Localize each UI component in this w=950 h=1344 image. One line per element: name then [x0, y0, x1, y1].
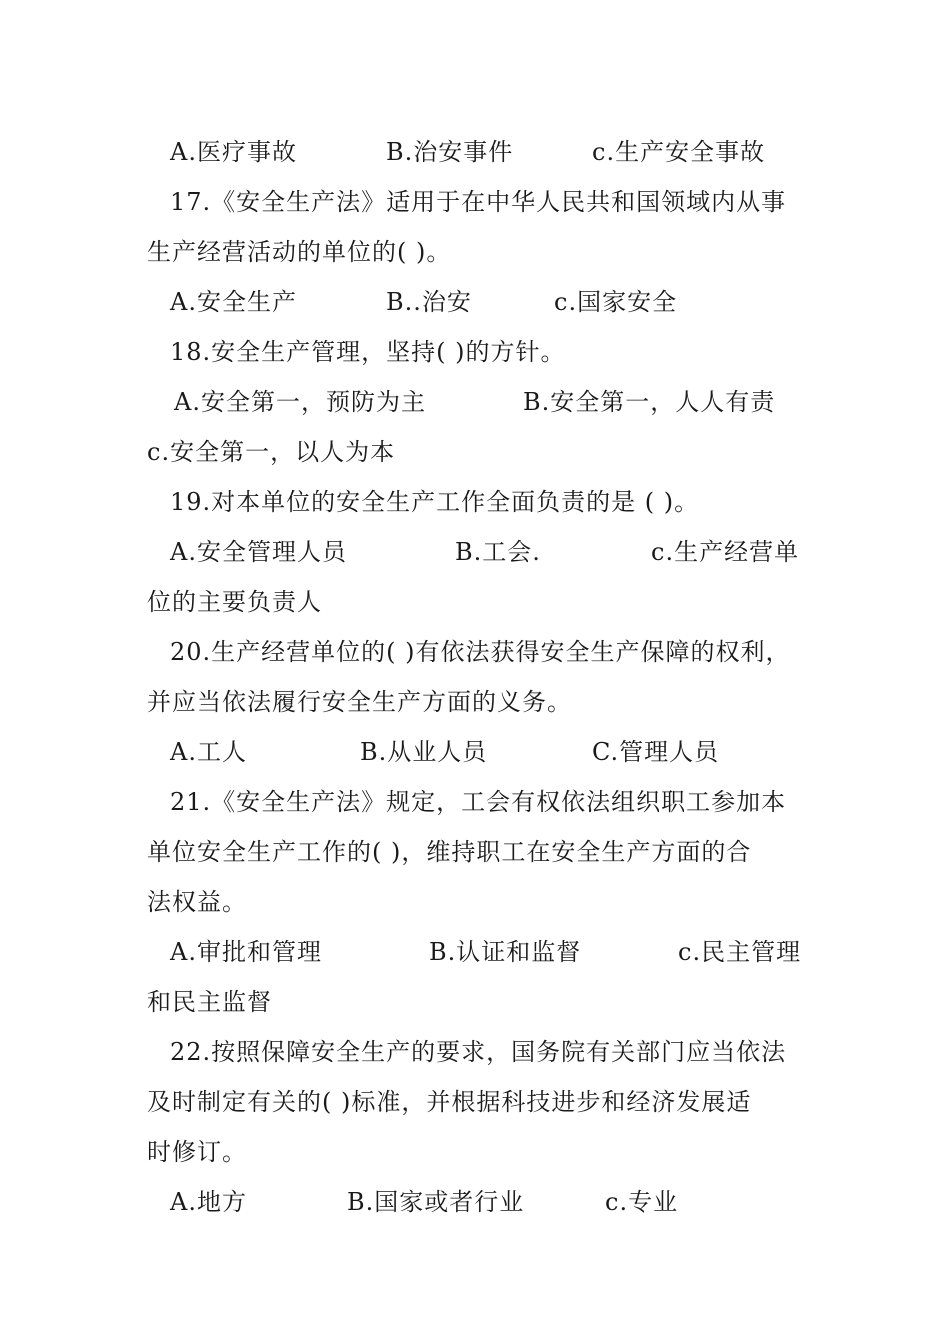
- q22-stem-line-3: 时修订。: [147, 1138, 247, 1166]
- q18-option-c: c.安全第一，以人为本: [147, 438, 396, 466]
- q17-option-b: B..治安: [386, 288, 472, 316]
- q19-option-c-continued: 位的主要负责人: [147, 588, 322, 616]
- q20-stem-line-1: 20.生产经营单位的( )有依法获得安全生产保障的权利，: [170, 638, 791, 666]
- q22-option-b: B.国家或者行业: [347, 1188, 525, 1216]
- q20-stem-line-2: 并应当依法履行安全生产方面的义务。: [147, 688, 572, 716]
- q19-option-c: c.生产经营单: [651, 538, 800, 566]
- q16-option-b: B.治安事件: [386, 138, 514, 166]
- q21-stem-line-3: 法权益。: [147, 888, 247, 916]
- q22-option-c: c.专业: [605, 1188, 679, 1216]
- q21-option-b: B.认证和监督: [429, 938, 582, 966]
- q16-option-c: c.生产安全事故: [592, 138, 766, 166]
- q21-stem-line-1: 21.《安全生产法》规定，工会有权依法组织职工参加本: [170, 788, 787, 816]
- q18-option-b: B.安全第一，人人有责: [523, 388, 776, 416]
- q22-stem-line-1: 22.按照保障安全生产的要求，国务院有关部门应当依法: [170, 1038, 787, 1066]
- q19-stem-line-1: 19.对本单位的安全生产工作全面负责的是 ( )。: [170, 488, 700, 516]
- q17-stem-line-1: 17.《安全生产法》适用于在中华人民共和国领域内从事: [170, 188, 787, 216]
- q21-stem-line-2: 单位安全生产工作的( )，维持职工在安全生产方面的合: [147, 838, 752, 866]
- q17-option-a: A.安全生产: [170, 288, 297, 316]
- q21-option-c: c.民主管理: [678, 938, 802, 966]
- q18-stem-line-1: 18.安全生产管理，坚持( )的方针。: [170, 338, 566, 366]
- q17-option-c: c.国家安全: [554, 288, 678, 316]
- q19-option-b: B.工会.: [455, 538, 541, 566]
- q16-option-a: A.医疗事故: [170, 138, 297, 166]
- q22-option-a: A.地方: [170, 1188, 247, 1216]
- q21-option-a: A.审批和管理: [170, 938, 322, 966]
- q20-option-b: B.从业人员: [360, 738, 488, 766]
- q20-option-c: C.管理人员: [592, 738, 720, 766]
- q18-option-a: A.安全第一，预防为主: [174, 388, 426, 416]
- q22-stem-line-2: 及时制定有关的( )标准，并根据科技进步和经济发展适: [147, 1088, 752, 1116]
- q17-stem-line-2: 生产经营活动的单位的( )。: [147, 238, 452, 266]
- q20-option-a: A.工人: [170, 738, 247, 766]
- q19-option-a: A.安全管理人员: [170, 538, 347, 566]
- q21-option-c-continued: 和民主监督: [147, 988, 272, 1016]
